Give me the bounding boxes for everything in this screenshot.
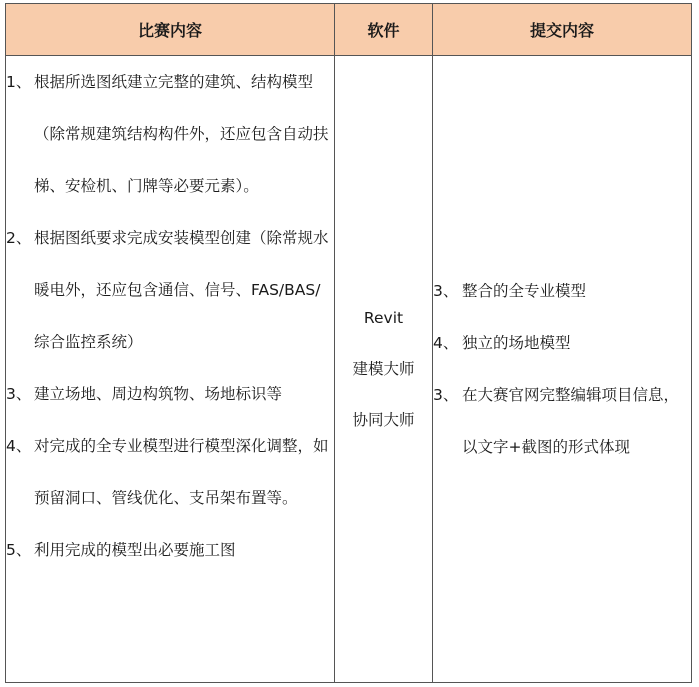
software-collaboration-master: 协同大师	[352, 410, 415, 429]
submission-cell	[433, 56, 692, 683]
header-content: 比赛内容	[6, 4, 335, 56]
content-item-number: 5、	[6, 541, 32, 559]
submission-item-2	[433, 317, 691, 369]
submission-item-text: 独立的场地模型	[462, 334, 571, 352]
submission-item-number: 4、	[433, 334, 459, 352]
software-revit: Revit	[363, 308, 404, 327]
content-cell	[6, 56, 335, 683]
header-software: 软件	[335, 4, 433, 56]
submission-item-number: 3、	[433, 282, 459, 300]
content-item-1	[6, 56, 334, 212]
content-item-text: 利用完成的模型出必要施工图	[34, 541, 236, 559]
header-submission: 提交内容	[433, 4, 692, 56]
software-modeling-master: 建模大师	[352, 359, 415, 378]
content-item-5	[6, 524, 334, 576]
content-item-text: 对完成的全专业模型进行模型深化调整，如预留洞口、管线优化、支吊架布置等。	[34, 437, 329, 507]
content-item-2	[6, 212, 334, 368]
competition-table	[5, 3, 692, 683]
submission-item-number: 3、	[433, 386, 459, 404]
content-item-number: 4、	[6, 437, 32, 455]
content-item-number: 2、	[6, 229, 32, 247]
content-item-4	[6, 420, 334, 524]
submission-item-3	[433, 369, 691, 473]
content-item-text: 根据图纸要求完成安装模型创建（除常规水暖电外，还应包含通信、信号、FAS/BAS/综合监控系统）	[34, 229, 329, 351]
content-item-3	[6, 368, 334, 420]
content-item-text: 根据所选图纸建立完整的建筑、结构模型（除常规建筑结构构件外，还应包含自动扶梯、安检机、门牌等必要元素）。	[34, 73, 329, 195]
software-cell	[335, 56, 433, 683]
header-row	[6, 4, 692, 56]
submission-item-1	[433, 265, 691, 317]
submission-item-text: 在大赛官网完整编辑项目信息，以文字+截图的形式体现	[462, 386, 680, 456]
content-item-text: 建立场地、周边构筑物、场地标识等	[34, 385, 283, 403]
content-item-number: 1、	[6, 73, 32, 91]
content-item-number: 3、	[6, 385, 32, 403]
submission-item-text: 整合的全专业模型	[462, 282, 587, 300]
body-row	[6, 56, 692, 683]
